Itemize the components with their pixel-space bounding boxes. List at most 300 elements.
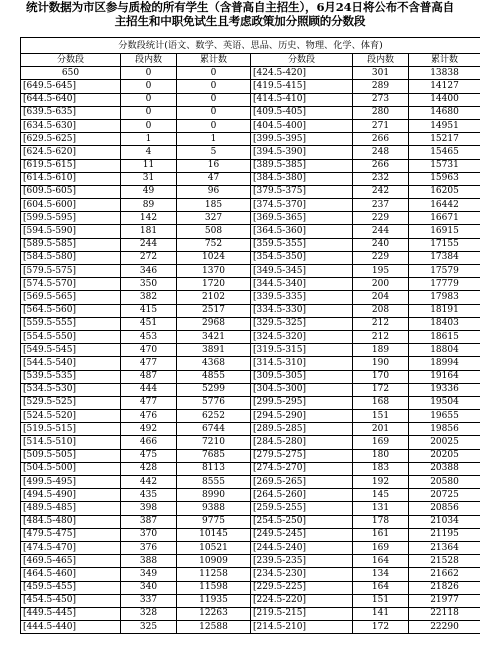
cumulative-count-cell: 1720 [177, 278, 251, 291]
count-in-range-cell: 181 [121, 225, 177, 238]
count-in-range-cell: 89 [121, 199, 177, 212]
cumulative-count-cell: 20205 [409, 449, 480, 462]
score-range-cell: [384.5-380] [251, 172, 353, 185]
cumulative-count-cell: 20025 [409, 436, 480, 449]
cumulative-count-cell: 21034 [409, 515, 480, 528]
cumulative-count-cell: 3421 [177, 330, 251, 343]
cumulative-count-cell: 0 [177, 80, 251, 93]
count-in-range-cell: 340 [121, 581, 177, 594]
cumulative-count-cell: 20856 [409, 502, 480, 515]
table-row [21, 93, 480, 106]
table-row [21, 581, 480, 594]
count-in-range-cell: 240 [353, 238, 409, 251]
score-range-cell: [374.5-370] [251, 199, 353, 212]
cumulative-count-cell: 16442 [409, 199, 480, 212]
count-in-range-cell: 134 [353, 568, 409, 581]
cumulative-count-cell: 4855 [177, 370, 251, 383]
score-range-cell: [239.5-235] [251, 555, 353, 568]
table-row [21, 265, 480, 278]
cumulative-count-cell: 1 [177, 133, 251, 146]
count-in-range-cell: 170 [353, 370, 409, 383]
cumulative-count-cell: 8113 [177, 462, 251, 475]
cumulative-count-cell: 14400 [409, 93, 480, 106]
cumulative-count-cell: 21195 [409, 528, 480, 541]
score-range-cell: [329.5-325] [251, 317, 353, 330]
score-range-cell: [289.5-285] [251, 423, 353, 436]
heading-line-2: 主招生和中职免试生且考虑政策加分照顾的分数段 [114, 14, 366, 28]
score-range-cell: [519.5-515] [21, 423, 121, 436]
cumulative-count-cell: 7685 [177, 449, 251, 462]
count-in-range-cell: 208 [353, 304, 409, 317]
count-in-range-cell: 151 [353, 594, 409, 607]
score-range-cell: [559.5-555] [21, 317, 121, 330]
cumulative-count-cell: 21528 [409, 555, 480, 568]
cumulative-count-cell: 752 [177, 238, 251, 251]
count-in-range-cell: 229 [353, 212, 409, 225]
score-range-cell: [419.5-415] [251, 80, 353, 93]
column-header: 分数段 [251, 54, 353, 67]
score-range-cell: [564.5-560] [21, 304, 121, 317]
score-range-cell: [549.5-545] [21, 344, 121, 357]
cumulative-count-cell: 0 [177, 93, 251, 106]
count-in-range-cell: 376 [121, 541, 177, 554]
table-row [21, 515, 480, 528]
cumulative-count-cell: 13838 [409, 67, 480, 80]
score-range-cell: [284.5-280] [251, 436, 353, 449]
count-in-range-cell: 49 [121, 185, 177, 198]
cumulative-count-cell: 21826 [409, 581, 480, 594]
cumulative-count-cell: 5299 [177, 383, 251, 396]
count-in-range-cell: 271 [353, 119, 409, 132]
cumulative-count-cell: 2102 [177, 291, 251, 304]
count-in-range-cell: 442 [121, 476, 177, 489]
table-row [21, 423, 480, 436]
cumulative-count-cell: 14127 [409, 80, 480, 93]
count-in-range-cell: 350 [121, 278, 177, 291]
score-range-cell: [599.5-595] [21, 212, 121, 225]
count-in-range-cell: 164 [353, 555, 409, 568]
score-range-cell: [614.5-610] [21, 172, 121, 185]
score-distribution-table [20, 37, 480, 634]
count-in-range-cell: 192 [353, 476, 409, 489]
score-range-cell: [279.5-275] [251, 449, 353, 462]
count-in-range-cell: 212 [353, 330, 409, 343]
table-row [21, 317, 480, 330]
score-range-cell: [444.5-440] [21, 621, 121, 634]
cumulative-count-cell: 19856 [409, 423, 480, 436]
score-range-cell: [404.5-400] [251, 119, 353, 132]
table-row [21, 357, 480, 370]
count-in-range-cell: 0 [121, 93, 177, 106]
table-row [21, 251, 480, 264]
count-in-range-cell: 141 [353, 607, 409, 620]
score-range-cell: [509.5-505] [21, 449, 121, 462]
table-row [21, 291, 480, 304]
cumulative-count-cell: 5 [177, 146, 251, 159]
count-in-range-cell: 382 [121, 291, 177, 304]
score-range-cell: [254.5-250] [251, 515, 353, 528]
column-header: 段内数 [121, 54, 177, 67]
cumulative-count-cell: 10909 [177, 555, 251, 568]
cumulative-count-cell: 12588 [177, 621, 251, 634]
cumulative-count-cell: 17779 [409, 278, 480, 291]
cumulative-count-cell: 22118 [409, 607, 480, 620]
cumulative-count-cell: 185 [177, 199, 251, 212]
score-range-cell: 650 [21, 67, 121, 80]
cumulative-count-cell: 8990 [177, 489, 251, 502]
score-range-cell: [379.5-375] [251, 185, 353, 198]
heading-line-1: 统计数据为市区参与质检的所有学生（含普高自主招生），6月24日将公布不含普高自 [26, 0, 454, 14]
count-in-range-cell: 328 [121, 607, 177, 620]
cumulative-count-cell: 14951 [409, 119, 480, 132]
count-in-range-cell: 161 [353, 528, 409, 541]
table-row [21, 119, 480, 132]
count-in-range-cell: 164 [353, 581, 409, 594]
score-range-cell: [339.5-335] [251, 291, 353, 304]
score-range-cell: [544.5-540] [21, 357, 121, 370]
column-header: 累计数 [409, 54, 480, 67]
table-row [21, 80, 480, 93]
count-in-range-cell: 4 [121, 146, 177, 159]
score-range-cell: [349.5-345] [251, 265, 353, 278]
table-row [21, 436, 480, 449]
count-in-range-cell: 337 [121, 594, 177, 607]
score-range-cell: [414.5-410] [251, 93, 353, 106]
count-in-range-cell: 229 [353, 251, 409, 264]
score-range-cell: [474.5-470] [21, 541, 121, 554]
count-in-range-cell: 168 [353, 396, 409, 409]
score-range-cell: [639.5-635] [21, 106, 121, 119]
score-range-cell: [319.5-315] [251, 344, 353, 357]
cumulative-count-cell: 19504 [409, 396, 480, 409]
count-in-range-cell: 145 [353, 489, 409, 502]
score-range-cell: [314.5-310] [251, 357, 353, 370]
score-range-cell: [359.5-355] [251, 238, 353, 251]
cumulative-count-cell: 16671 [409, 212, 480, 225]
table-row [21, 502, 480, 515]
page-heading [0, 0, 480, 38]
count-in-range-cell: 398 [121, 502, 177, 515]
cumulative-count-cell: 18403 [409, 317, 480, 330]
count-in-range-cell: 204 [353, 291, 409, 304]
cumulative-count-cell: 20580 [409, 476, 480, 489]
score-range-cell: [459.5-455] [21, 581, 121, 594]
score-range-cell: [489.5-485] [21, 502, 121, 515]
score-range-cell: [229.5-225] [251, 581, 353, 594]
cumulative-count-cell: 9775 [177, 515, 251, 528]
count-in-range-cell: 370 [121, 528, 177, 541]
score-range-cell: [634.5-630] [21, 119, 121, 132]
table-row [21, 528, 480, 541]
count-in-range-cell: 266 [353, 133, 409, 146]
count-in-range-cell: 289 [353, 80, 409, 93]
cumulative-count-cell: 20725 [409, 489, 480, 502]
score-range-cell: [249.5-245] [251, 528, 353, 541]
count-in-range-cell: 172 [353, 621, 409, 634]
column-header: 段内数 [353, 54, 409, 67]
score-range-cell: [524.5-520] [21, 410, 121, 423]
cumulative-count-cell: 15465 [409, 146, 480, 159]
table-header-row [21, 54, 480, 67]
cumulative-count-cell: 19336 [409, 383, 480, 396]
score-range-cell: [464.5-460] [21, 568, 121, 581]
score-range-cell: [449.5-445] [21, 607, 121, 620]
cumulative-count-cell: 2517 [177, 304, 251, 317]
cumulative-count-cell: 8555 [177, 476, 251, 489]
cumulative-count-cell: 6744 [177, 423, 251, 436]
count-in-range-cell: 0 [121, 67, 177, 80]
table-row [21, 383, 480, 396]
score-range-cell: [469.5-465] [21, 555, 121, 568]
count-in-range-cell: 178 [353, 515, 409, 528]
cumulative-count-cell: 1370 [177, 265, 251, 278]
count-in-range-cell: 415 [121, 304, 177, 317]
count-in-range-cell: 242 [353, 185, 409, 198]
score-range-cell: [454.5-450] [21, 594, 121, 607]
score-range-cell: [344.5-340] [251, 278, 353, 291]
score-range-cell: [269.5-265] [251, 476, 353, 489]
count-in-range-cell: 477 [121, 396, 177, 409]
cumulative-count-cell: 16205 [409, 185, 480, 198]
table-row [21, 212, 480, 225]
count-in-range-cell: 183 [353, 462, 409, 475]
cumulative-count-cell: 15217 [409, 133, 480, 146]
score-range-cell: [369.5-365] [251, 212, 353, 225]
table-subtitle: 分数段统计(语文、数学、英语、思品、历史、物理、化学、体育) [21, 38, 480, 54]
score-range-cell: [484.5-480] [21, 515, 121, 528]
score-range-cell: [479.5-475] [21, 528, 121, 541]
score-range-cell: [214.5-210] [251, 621, 353, 634]
count-in-range-cell: 195 [353, 265, 409, 278]
count-in-range-cell: 451 [121, 317, 177, 330]
count-in-range-cell: 477 [121, 357, 177, 370]
cumulative-count-cell: 17155 [409, 238, 480, 251]
count-in-range-cell: 0 [121, 119, 177, 132]
table-row [21, 555, 480, 568]
score-range-cell: [584.5-580] [21, 251, 121, 264]
cumulative-count-cell: 18994 [409, 357, 480, 370]
score-range-cell: [589.5-585] [21, 238, 121, 251]
count-in-range-cell: 142 [121, 212, 177, 225]
score-range-cell: [529.5-525] [21, 396, 121, 409]
score-range-cell: [399.5-395] [251, 133, 353, 146]
count-in-range-cell: 244 [121, 238, 177, 251]
count-in-range-cell: 476 [121, 410, 177, 423]
count-in-range-cell: 1 [121, 133, 177, 146]
cumulative-count-cell: 17384 [409, 251, 480, 264]
count-in-range-cell: 475 [121, 449, 177, 462]
cumulative-count-cell: 11935 [177, 594, 251, 607]
score-range-cell: [499.5-495] [21, 476, 121, 489]
table-row [21, 449, 480, 462]
count-in-range-cell: 172 [353, 383, 409, 396]
score-range-cell: [619.5-615] [21, 159, 121, 172]
cumulative-count-cell: 12263 [177, 607, 251, 620]
count-in-range-cell: 180 [353, 449, 409, 462]
table-row [21, 67, 480, 80]
count-in-range-cell: 492 [121, 423, 177, 436]
table-row [21, 133, 480, 146]
cumulative-count-cell: 19164 [409, 370, 480, 383]
score-range-cell: [354.5-350] [251, 251, 353, 264]
table-row [21, 594, 480, 607]
cumulative-count-cell: 21662 [409, 568, 480, 581]
score-range-cell: [274.5-270] [251, 462, 353, 475]
cumulative-count-cell: 17983 [409, 291, 480, 304]
cumulative-count-cell: 4368 [177, 357, 251, 370]
table-row [21, 304, 480, 317]
score-range-cell: [309.5-305] [251, 370, 353, 383]
cumulative-count-cell: 14680 [409, 106, 480, 119]
count-in-range-cell: 248 [353, 146, 409, 159]
table-row [21, 278, 480, 291]
cumulative-count-cell: 18615 [409, 330, 480, 343]
cumulative-count-cell: 0 [177, 106, 251, 119]
count-in-range-cell: 301 [353, 67, 409, 80]
table-row [21, 568, 480, 581]
count-in-range-cell: 169 [353, 436, 409, 449]
score-range-cell: [569.5-565] [21, 291, 121, 304]
score-range-cell: [304.5-300] [251, 383, 353, 396]
score-range-cell: [534.5-530] [21, 383, 121, 396]
score-range-cell: [504.5-500] [21, 462, 121, 475]
score-range-cell: [324.5-320] [251, 330, 353, 343]
cumulative-count-cell: 96 [177, 185, 251, 198]
table-row [21, 462, 480, 475]
count-in-range-cell: 388 [121, 555, 177, 568]
cumulative-count-cell: 3891 [177, 344, 251, 357]
table-row [21, 541, 480, 554]
cumulative-count-cell: 16915 [409, 225, 480, 238]
cumulative-count-cell: 15731 [409, 159, 480, 172]
table-row [21, 370, 480, 383]
cumulative-count-cell: 508 [177, 225, 251, 238]
score-range-cell: [219.5-215] [251, 607, 353, 620]
count-in-range-cell: 200 [353, 278, 409, 291]
count-in-range-cell: 272 [121, 251, 177, 264]
score-range-cell: [574.5-570] [21, 278, 121, 291]
score-range-cell: [409.5-405] [251, 106, 353, 119]
cumulative-count-cell: 19655 [409, 410, 480, 423]
cumulative-count-cell: 0 [177, 67, 251, 80]
count-in-range-cell: 273 [353, 93, 409, 106]
cumulative-count-cell: 11258 [177, 568, 251, 581]
table-row [21, 199, 480, 212]
count-in-range-cell: 453 [121, 330, 177, 343]
score-range-cell: [299.5-295] [251, 396, 353, 409]
cumulative-count-cell: 16 [177, 159, 251, 172]
table-row [21, 330, 480, 343]
table-row [21, 225, 480, 238]
table-body [21, 38, 480, 634]
count-in-range-cell: 444 [121, 383, 177, 396]
count-in-range-cell: 266 [353, 159, 409, 172]
cumulative-count-cell: 17579 [409, 265, 480, 278]
cumulative-count-cell: 21364 [409, 541, 480, 554]
score-range-cell: [579.5-575] [21, 265, 121, 278]
cumulative-count-cell: 2968 [177, 317, 251, 330]
cumulative-count-cell: 9388 [177, 502, 251, 515]
count-in-range-cell: 346 [121, 265, 177, 278]
count-in-range-cell: 11 [121, 159, 177, 172]
score-range-cell: [394.5-390] [251, 146, 353, 159]
table-row [21, 489, 480, 502]
count-in-range-cell: 190 [353, 357, 409, 370]
count-in-range-cell: 0 [121, 106, 177, 119]
table-row [21, 146, 480, 159]
count-in-range-cell: 435 [121, 489, 177, 502]
score-range-cell: [294.5-290] [251, 410, 353, 423]
table-row [21, 185, 480, 198]
score-range-cell: [494.5-490] [21, 489, 121, 502]
cumulative-count-cell: 1024 [177, 251, 251, 264]
count-in-range-cell: 169 [353, 541, 409, 554]
count-in-range-cell: 487 [121, 370, 177, 383]
score-range-cell: [594.5-590] [21, 225, 121, 238]
cumulative-count-cell: 15963 [409, 172, 480, 185]
count-in-range-cell: 212 [353, 317, 409, 330]
table-row [21, 476, 480, 489]
count-in-range-cell: 349 [121, 568, 177, 581]
table-row [21, 106, 480, 119]
cumulative-count-cell: 21977 [409, 594, 480, 607]
score-range-cell: [259.5-255] [251, 502, 353, 515]
count-in-range-cell: 151 [353, 410, 409, 423]
score-range-cell: [224.5-220] [251, 594, 353, 607]
count-in-range-cell: 280 [353, 106, 409, 119]
count-in-range-cell: 237 [353, 199, 409, 212]
score-range-cell: [264.5-260] [251, 489, 353, 502]
score-range-cell: [244.5-240] [251, 541, 353, 554]
table-row [21, 410, 480, 423]
score-range-cell: [629.5-625] [21, 133, 121, 146]
count-in-range-cell: 470 [121, 344, 177, 357]
score-range-cell: [624.5-620] [21, 146, 121, 159]
score-range-cell: [424.5-420] [251, 67, 353, 80]
cumulative-count-cell: 18191 [409, 304, 480, 317]
cumulative-count-cell: 0 [177, 119, 251, 132]
table-row [21, 607, 480, 620]
score-range-cell: [234.5-230] [251, 568, 353, 581]
score-range-cell: [334.5-330] [251, 304, 353, 317]
count-in-range-cell: 31 [121, 172, 177, 185]
count-in-range-cell: 131 [353, 502, 409, 515]
cumulative-count-cell: 20388 [409, 462, 480, 475]
count-in-range-cell: 232 [353, 172, 409, 185]
count-in-range-cell: 189 [353, 344, 409, 357]
score-range-cell: [644.5-640] [21, 93, 121, 106]
count-in-range-cell: 387 [121, 515, 177, 528]
score-range-cell: [539.5-535] [21, 370, 121, 383]
table-row [21, 172, 480, 185]
cumulative-count-cell: 7210 [177, 436, 251, 449]
cumulative-count-cell: 22290 [409, 621, 480, 634]
count-in-range-cell: 244 [353, 225, 409, 238]
table-row [21, 238, 480, 251]
table-row [21, 396, 480, 409]
cumulative-count-cell: 47 [177, 172, 251, 185]
score-range-cell: [649.5-645] [21, 80, 121, 93]
score-range-cell: [604.5-600] [21, 199, 121, 212]
count-in-range-cell: 0 [121, 80, 177, 93]
column-header: 累计数 [177, 54, 251, 67]
column-header: 分数段 [21, 54, 121, 67]
score-range-cell: [514.5-510] [21, 436, 121, 449]
table-subtitle-row [21, 38, 480, 54]
cumulative-count-cell: 11598 [177, 581, 251, 594]
cumulative-count-cell: 18804 [409, 344, 480, 357]
cumulative-count-cell: 10145 [177, 528, 251, 541]
